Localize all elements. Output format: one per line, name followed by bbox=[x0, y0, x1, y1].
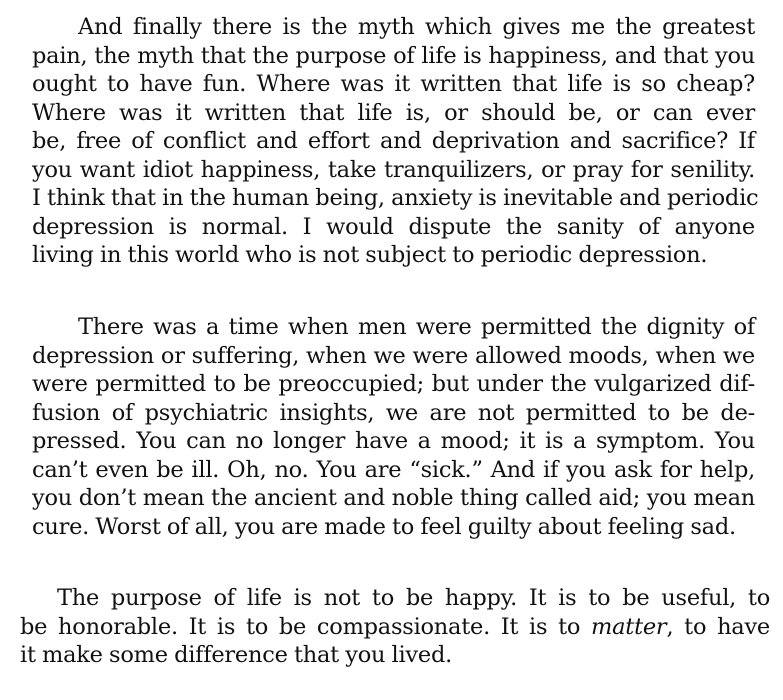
text-line: you don’t mean the ancient and noble thing called aid; you mean bbox=[32, 485, 755, 511]
text-line: can’t even be ill. Oh, no. You are “sick.” And if you ask for help, bbox=[32, 456, 755, 483]
text-line: fusion of psychiatric insights, we are not permitted to be de- bbox=[32, 399, 755, 426]
text-line: be, free of conflict and effort and deprivation and sacrifice? If bbox=[32, 128, 755, 154]
paragraph-1 bbox=[32, 13, 759, 270]
text-line: pain, the myth that the purpose of life is happiness, and that you bbox=[32, 42, 755, 69]
text-line: depression or suffering, when we were allowed moods, when we bbox=[32, 342, 755, 369]
text-line: pressed. You can no longer have a mood; it is a symptom. You bbox=[32, 428, 755, 454]
text-line: depression is normal. I would dispute the sanity of anyone bbox=[32, 213, 755, 240]
text-line: Where was it written that life is, or should be, or can ever bbox=[32, 99, 755, 126]
text-line: The purpose of life is not to be happy. It is to be useful, to bbox=[57, 585, 770, 611]
text-line: There was a time when men were permitted the dignity of bbox=[78, 314, 755, 340]
text-line: you want idiot happiness, take tranquilizers, or pray for senility. bbox=[32, 156, 755, 183]
text-line: And finally there is the myth which gives me the greatest bbox=[78, 14, 755, 40]
text-segment: be honorable. It is to be compassionate. It is to bbox=[20, 613, 581, 640]
text-segment: , to have bbox=[666, 613, 770, 640]
text-line: living in this world who is not subject to periodic depression. bbox=[32, 242, 708, 268]
text-line: I think that in the human being, anxiety is inevitable and periodic bbox=[32, 185, 759, 211]
emphasis-text: matter bbox=[591, 613, 667, 640]
text-line: cure. Worst of all, you are made to feel guilty about feeling sad. bbox=[32, 513, 736, 540]
paragraph-2 bbox=[32, 313, 755, 541]
text-line: it make some difference that you lived. bbox=[20, 642, 453, 668]
text-line bbox=[20, 613, 770, 642]
text-line: ought to have fun. Where was it written that life is so cheap? bbox=[32, 71, 755, 97]
paragraph-3 bbox=[20, 584, 770, 670]
text-line: were permitted to be preoccupied; but under the vulgarized dif- bbox=[32, 371, 755, 397]
